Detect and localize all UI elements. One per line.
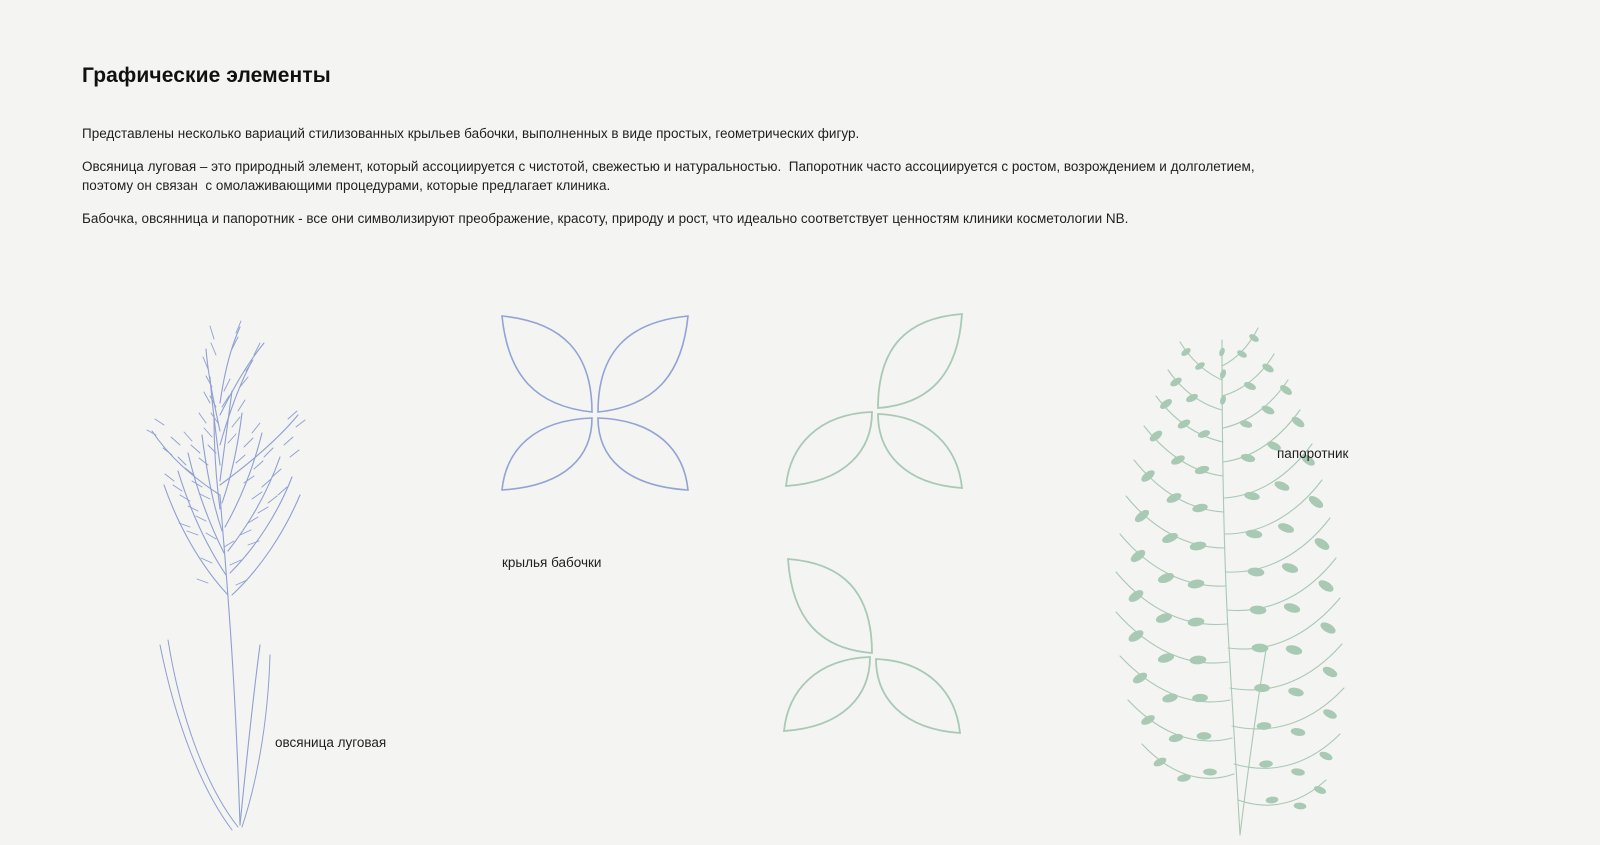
paragraph-3: Бабочка, овсянница и папоротник - все они символизируют преображение, красоту, природу и рост, что идеально соответствует ценностям клиники косметологии NB. [82, 211, 1129, 226]
butterfly-wings-figure [480, 300, 710, 515]
caption-butterfly: крылья бабочки [502, 555, 602, 570]
meadow-fescue-illustration [120, 295, 420, 840]
paragraph-1: Представлены несколько вариаций стилизованных крыльев бабочки, выполненных в виде простых, геометрических фигур. [82, 126, 860, 141]
leaf-mark-lower [770, 545, 980, 765]
two-leaf-upper-icon [770, 300, 980, 515]
meadow-fescue-icon [120, 295, 420, 835]
fern-icon [1080, 300, 1380, 840]
paragraph-2: Овсяница луговая – это природный элемент, который ассоциируется с чистотой, свежестью и натуральностью. Папоротник часто ассоциируется с ростом, возрождением и долголетием, поэтому он связан с омолаживающими процедурами, которые предлагает клиника. [82, 159, 1259, 193]
page-title: Графические элементы [82, 64, 331, 87]
leaf-mark-upper [770, 300, 980, 520]
caption-fern: папоротник [1277, 446, 1349, 461]
fern-illustration [1080, 300, 1380, 845]
butterfly-wings-icon [480, 300, 710, 510]
two-leaf-lower-icon [770, 545, 980, 760]
caption-fescue: овсяница луговая [275, 735, 387, 750]
description-block [82, 124, 1282, 242]
